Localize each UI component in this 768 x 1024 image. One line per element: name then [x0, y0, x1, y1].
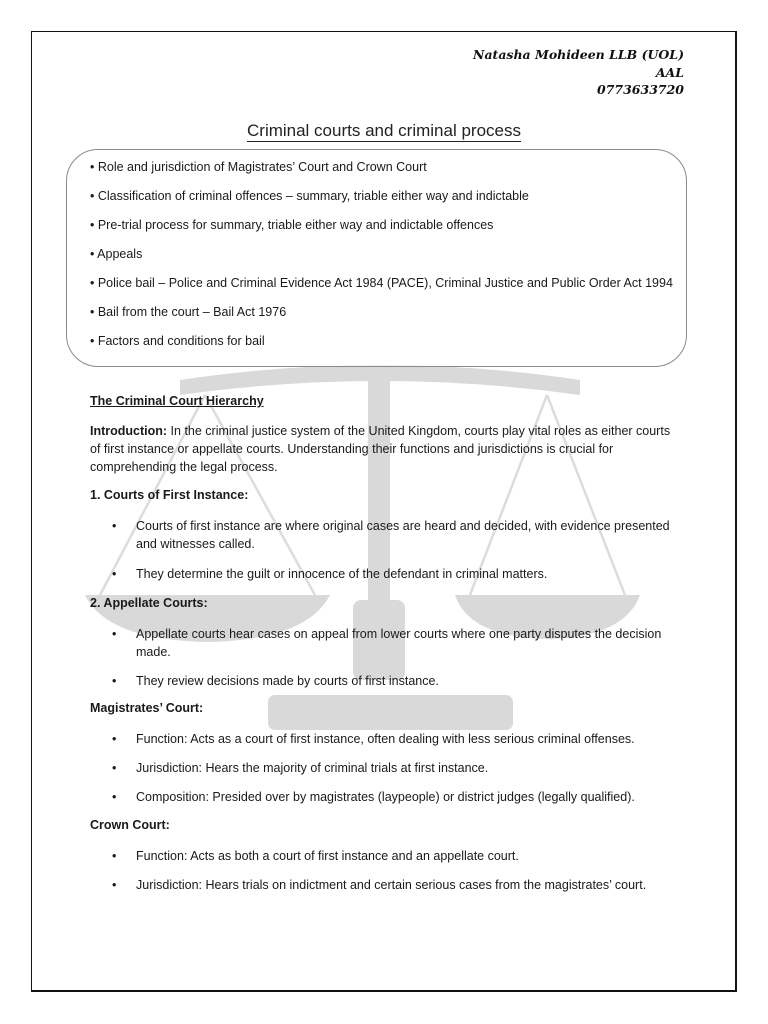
bullet-icon: • [112, 761, 117, 775]
author-block [473, 46, 684, 99]
list-item [112, 847, 677, 865]
list-item-text: Courts of first instance are where original cases are heard and decided, with evidence presented and witnesses called. [136, 519, 670, 551]
topic-item: • Bail from the court – Bail Act 1976 [90, 305, 287, 319]
list-item [112, 759, 677, 777]
list-item-text: Function: Acts as a court of first instance, often dealing with less serious criminal offenses. [136, 732, 635, 746]
list-item [112, 730, 677, 748]
topic-item: • Appeals [90, 247, 143, 261]
bullet-icon: • [112, 878, 117, 892]
list-item [112, 625, 677, 661]
topic-item: • Police bail – Police and Criminal Evidence Act 1984 (PACE), Criminal Justice and Public Order Act 1994 [90, 276, 673, 290]
appellate-heading: 2. Appellate Courts: [90, 596, 208, 610]
topic-item: • Role and jurisdiction of Magistrates’ Court and Crown Court [90, 160, 427, 174]
list-item-text: Function: Acts as both a court of first instance and an appellate court. [136, 849, 519, 863]
list-item-text: Jurisdiction: Hears trials on indictment and certain serious cases from the magistrates’ court. [136, 878, 647, 892]
topic-item: • Factors and conditions for bail [90, 334, 265, 348]
topic-item: • Classification of criminal offences – summary, triable either way and indictable [90, 189, 529, 203]
bullet-icon: • [112, 567, 117, 581]
list-item [112, 788, 677, 806]
bullet-icon: • [112, 732, 117, 746]
list-item-text: Appellate courts hear cases on appeal from lower courts where one party disputes the decision made. [136, 627, 662, 659]
bullet-icon: • [112, 627, 117, 641]
author-name: Natasha Mohideen LLB (UOL) [473, 47, 684, 62]
list-item [112, 517, 677, 553]
bullet-icon: • [112, 790, 117, 804]
topics-list [67, 150, 686, 363]
crown-court-heading: Crown Court: [90, 818, 170, 832]
bullet-icon: • [112, 849, 117, 863]
list-item [112, 876, 677, 894]
introduction-text: In the criminal justice system of the United Kingdom, courts play vital roles as either courts of first instance or appellate courts. Understanding their functions and jurisdictions is crucial for comprehending the legal process. [90, 424, 671, 474]
topic-item: • Pre-trial process for summary, triable either way and indictable offences [90, 218, 494, 232]
topics-box [66, 149, 687, 367]
hierarchy-heading: The Criminal Court Hierarchy [90, 394, 264, 408]
author-title: AAL [655, 64, 684, 80]
bullet-icon: • [112, 674, 117, 688]
document-title: Criminal courts and criminal process [247, 121, 521, 140]
magistrates-heading: Magistrates’ Court: [90, 701, 204, 715]
author-phone: 0773633720 [597, 82, 684, 97]
list-item-text: They review decisions made by courts of first instance. [136, 674, 439, 688]
list-item [112, 565, 677, 583]
introduction-label: Introduction: [90, 424, 168, 438]
list-item-text: They determine the guilt or innocence of the defendant in criminal matters. [136, 567, 548, 581]
first-instance-heading: 1. Courts of First Instance: [90, 488, 249, 502]
document-title-row [0, 121, 768, 141]
list-item [112, 672, 677, 690]
list-item-text: Jurisdiction: Hears the majority of criminal trials at first instance. [136, 761, 489, 775]
list-item-text: Composition: Presided over by magistrates (laypeople) or district judges (legally qualified). [136, 790, 635, 804]
bullet-icon: • [112, 519, 117, 533]
introduction-paragraph [90, 422, 680, 476]
